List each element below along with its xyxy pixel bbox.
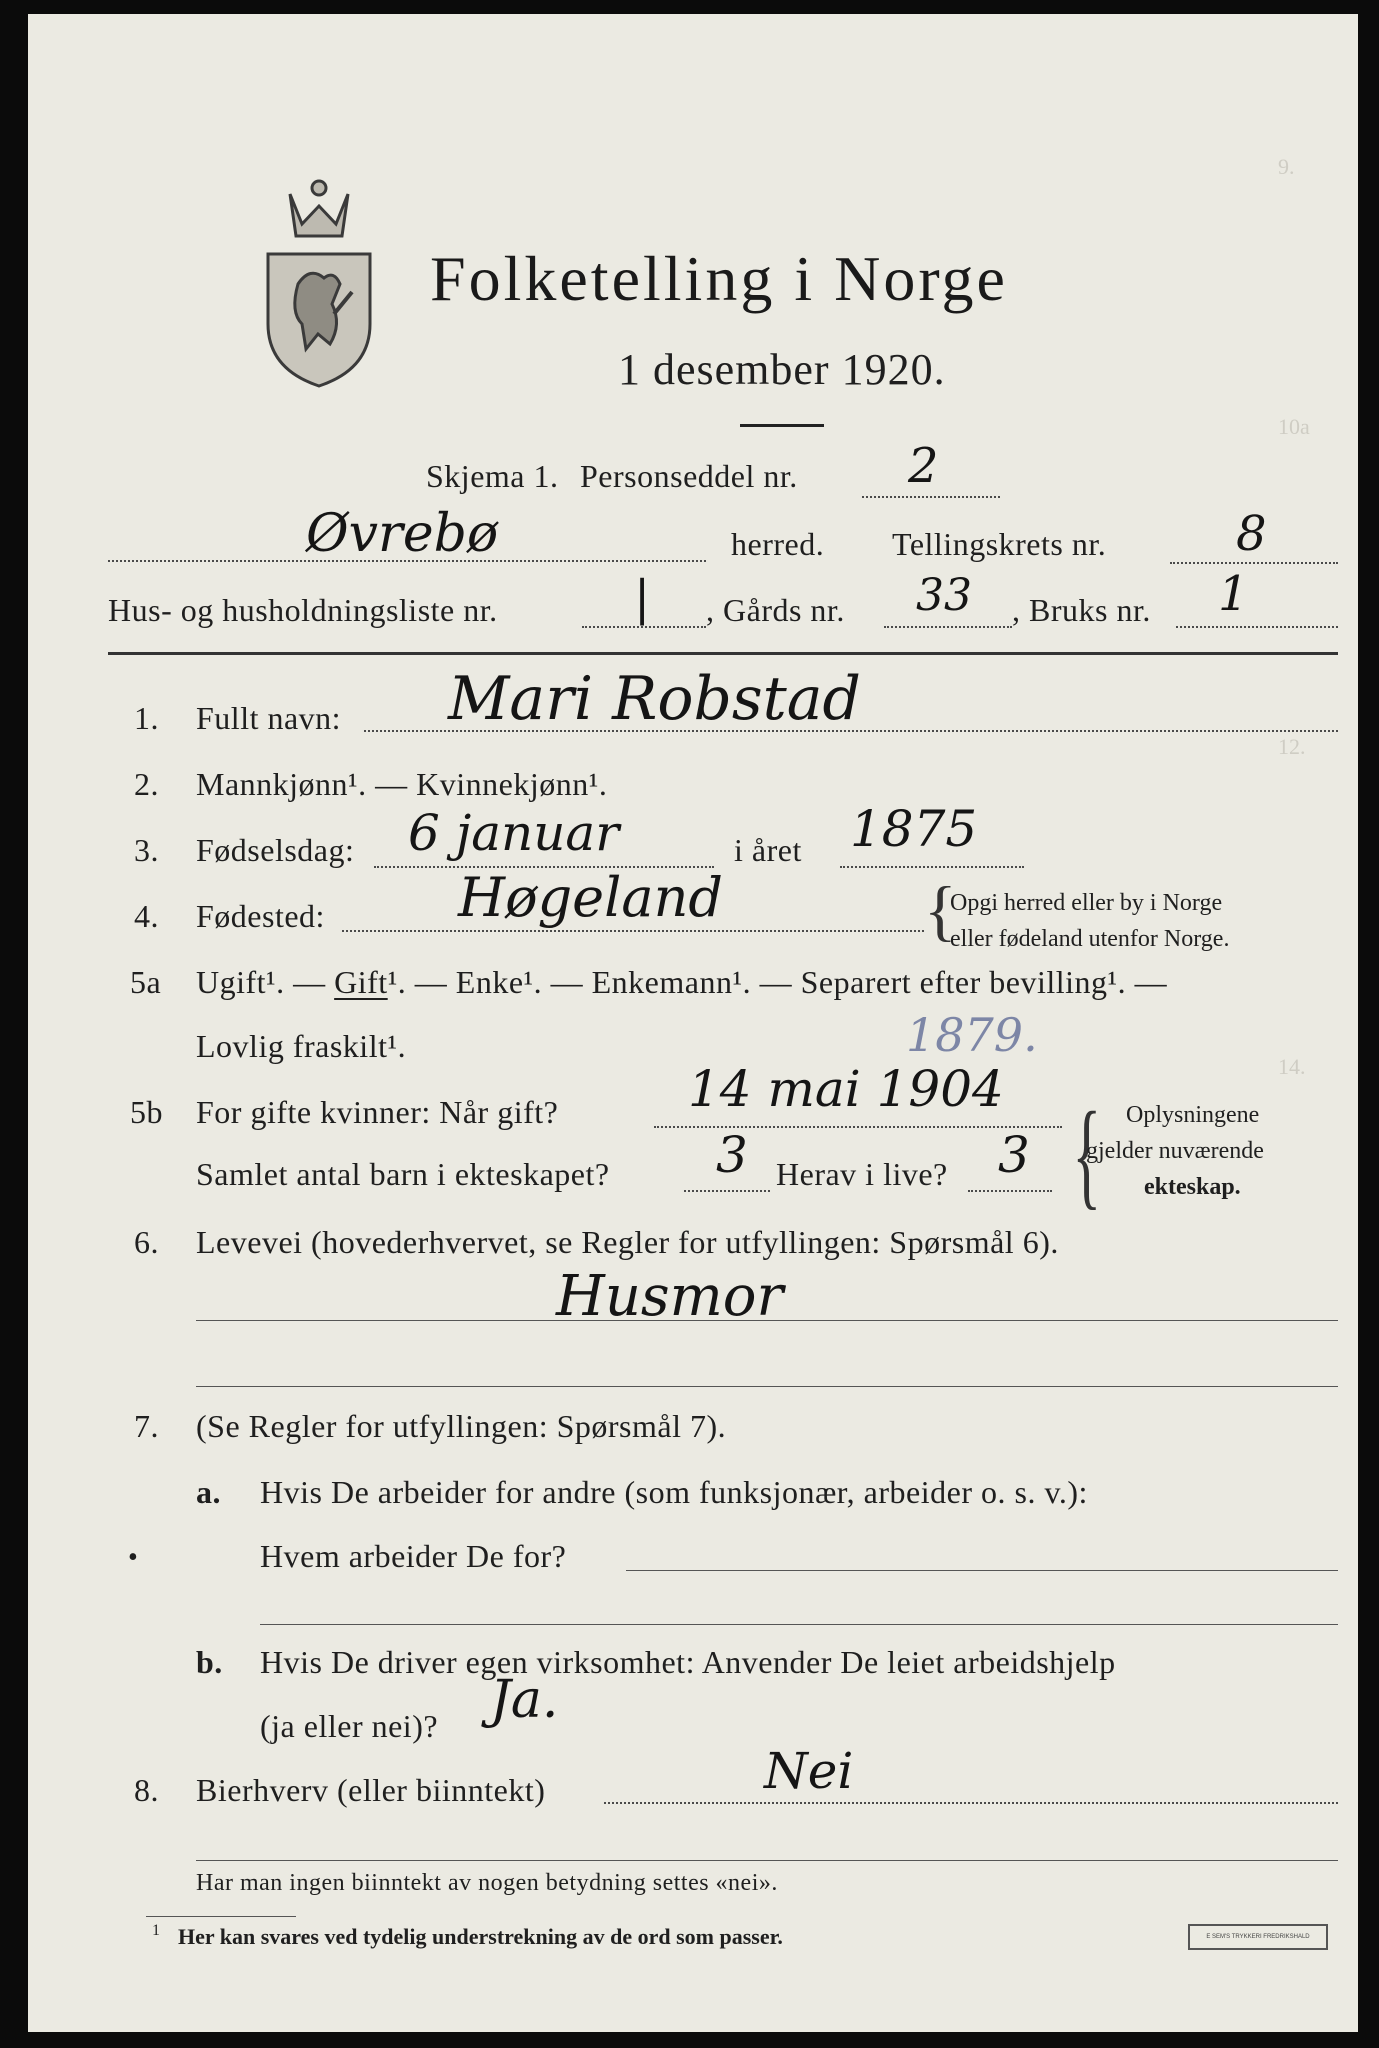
- skjema-label: Skjema 1.: [426, 458, 559, 494]
- footnote-mark: 1: [152, 1922, 160, 1939]
- q4-label: Fødested:: [196, 898, 325, 934]
- q6-number: 6.: [134, 1224, 159, 1260]
- q6-occupation-value[interactable]: Husmor: [556, 1264, 784, 1329]
- q2-number: 2.: [134, 766, 159, 802]
- q4-birthplace-value[interactable]: Høgeland: [458, 866, 723, 929]
- q8-field-line: [604, 1802, 1338, 1804]
- q1-number: 1.: [134, 700, 159, 736]
- q8-answer-line2: [196, 1860, 1338, 1861]
- q7b-value[interactable]: Ja.: [490, 1670, 559, 1730]
- q5a-gift-underlined: Gift: [334, 964, 388, 1000]
- gards-value[interactable]: 33: [916, 570, 972, 621]
- q5b-alive-field-line: [968, 1190, 1052, 1192]
- tellingskrets-value[interactable]: 8: [1236, 506, 1267, 562]
- q5a-label-post: ¹. — Enke¹. — Enkemann¹. — Separert efter bevilling¹. —: [387, 964, 1168, 1000]
- q5a-pencil-annotation: 1879.: [906, 1008, 1038, 1062]
- bleed-through-text: 9.: [1278, 154, 1295, 179]
- q5b-note-line1: Oplysningene: [1126, 1102, 1260, 1128]
- footnote-text: Her kan svares ved tydelig understrekning av de ord som passer.: [178, 1924, 783, 1949]
- q5a-label-line1: [196, 964, 1167, 1001]
- stray-dot: •: [128, 1542, 139, 1573]
- title-divider: [740, 424, 824, 427]
- q3-label: Fødselsdag:: [196, 832, 355, 868]
- q5b-alive-value[interactable]: 3: [998, 1126, 1030, 1184]
- q1-full-name-value[interactable]: Mari Robstad: [448, 664, 861, 734]
- bruks-field-line: [1176, 626, 1338, 628]
- q5b-alive-label: Herav i live?: [776, 1156, 948, 1192]
- tellingskrets-label: Tellingskrets nr.: [892, 526, 1107, 562]
- q5a-label-line2: Lovlig fraskilt¹.: [196, 1028, 407, 1064]
- q5a-label-pre: Ugift¹. —: [196, 964, 335, 1000]
- q3-year-value[interactable]: 1875: [850, 800, 978, 858]
- bruks-label: , Bruks nr.: [1012, 592, 1151, 628]
- tellingskrets-field-line: [1170, 562, 1338, 564]
- bleed-through-text: 10a: [1278, 414, 1310, 439]
- form-title: Folketelling i Norge: [430, 243, 1008, 314]
- q5a-number: 5a: [130, 964, 162, 1000]
- q7b-text: Hvis De driver egen virksomhet: Anvender De leiet arbeidshjelp: [260, 1644, 1116, 1680]
- q5b-label: For gifte kvinner: Når gift?: [196, 1094, 559, 1130]
- q5b-children-value[interactable]: 3: [716, 1126, 748, 1184]
- q7b-letter: b.: [196, 1644, 223, 1680]
- header-separator: [108, 652, 1338, 655]
- q7a-letter: a.: [196, 1474, 221, 1510]
- printer-stamp-text: E SEM'S TRYKKERI FREDRIKSHALD: [1206, 1934, 1310, 1940]
- q7b-question: (ja eller nei)?: [260, 1708, 439, 1744]
- printer-stamp: [1188, 1924, 1328, 1950]
- q5b-note-brace: {: [1072, 1087, 1102, 1220]
- q5b-note-line3: ekteskap.: [1144, 1174, 1241, 1200]
- q7a-answer-line1: [626, 1570, 1338, 1571]
- q4-number: 4.: [134, 898, 159, 934]
- q6-answer-line2: [196, 1386, 1338, 1387]
- personseddel-field-line: [862, 496, 1000, 498]
- q2-label: Mannkjønn¹. — Kvinnekjønn¹.: [196, 766, 608, 802]
- herred-label: herred.: [731, 526, 825, 562]
- norway-coat-of-arms-icon: [260, 174, 378, 389]
- personseddel-value[interactable]: 2: [908, 438, 939, 494]
- bleed-through-text: 14.: [1278, 1054, 1306, 1079]
- q5b-children-field-line: [684, 1190, 770, 1192]
- personseddel-label: Personseddel nr.: [580, 458, 798, 494]
- hus-value[interactable]: |: [634, 570, 651, 626]
- q5b-married-value[interactable]: 14 mai 1904: [688, 1060, 1004, 1118]
- q8-label: Bierhverv (eller biinntekt): [196, 1772, 546, 1808]
- q6-label: Levevei (hovederhvervet, se Regler for utfyllingen: Spørsmål 6).: [196, 1224, 1059, 1260]
- hus-label: Hus- og husholdningsliste nr.: [108, 592, 498, 628]
- q4-note-line2: eller fødeland utenfor Norge.: [950, 926, 1230, 952]
- q7-number: 7.: [134, 1408, 159, 1444]
- q7a-text: Hvis De arbeider for andre (som funksjonær, arbeider o. s. v.):: [260, 1474, 1088, 1510]
- q7a-answer-line2: [260, 1624, 1338, 1625]
- bleed-through-text: 12.: [1278, 734, 1306, 759]
- form-date: 1 desember 1920.: [618, 345, 946, 394]
- census-form-sheet: [28, 14, 1358, 2032]
- q5b-number: 5b: [130, 1094, 163, 1130]
- gards-label: , Gårds nr.: [706, 592, 845, 628]
- footer-note: Har man ingen biinntekt av nogen betydning settes «nei».: [196, 1870, 778, 1896]
- q3-year-label: i året: [734, 832, 802, 868]
- q4-note-brace: {: [924, 872, 957, 948]
- q4-field-line: [342, 930, 924, 932]
- q8-value[interactable]: Nei: [764, 1742, 854, 1800]
- q7-label: (Se Regler for utfyllingen: Spørsmål 7).: [196, 1408, 727, 1444]
- q4-note-line1: Opgi herred eller by i Norge: [950, 890, 1223, 916]
- q5b-children-label: Samlet antal barn i ekteskapet?: [196, 1156, 610, 1192]
- footnote-rule: [146, 1916, 296, 1917]
- gards-field-line: [884, 626, 1012, 628]
- q3-number: 3.: [134, 832, 159, 868]
- q1-label: Fullt navn:: [196, 700, 342, 736]
- q3-birthdate-value[interactable]: 6 januar: [408, 804, 620, 862]
- q7a-question: Hvem arbeider De for?: [260, 1538, 567, 1574]
- bruks-value[interactable]: 1: [1218, 566, 1249, 622]
- q8-number: 8.: [134, 1772, 159, 1808]
- q6-answer-line1: [196, 1320, 1338, 1321]
- q3-year-field-line: [840, 866, 1024, 868]
- herred-value[interactable]: Øvrebø: [306, 504, 499, 564]
- q5b-note-line2: gjelder nuværende: [1086, 1138, 1264, 1164]
- hus-field-line: [582, 626, 706, 628]
